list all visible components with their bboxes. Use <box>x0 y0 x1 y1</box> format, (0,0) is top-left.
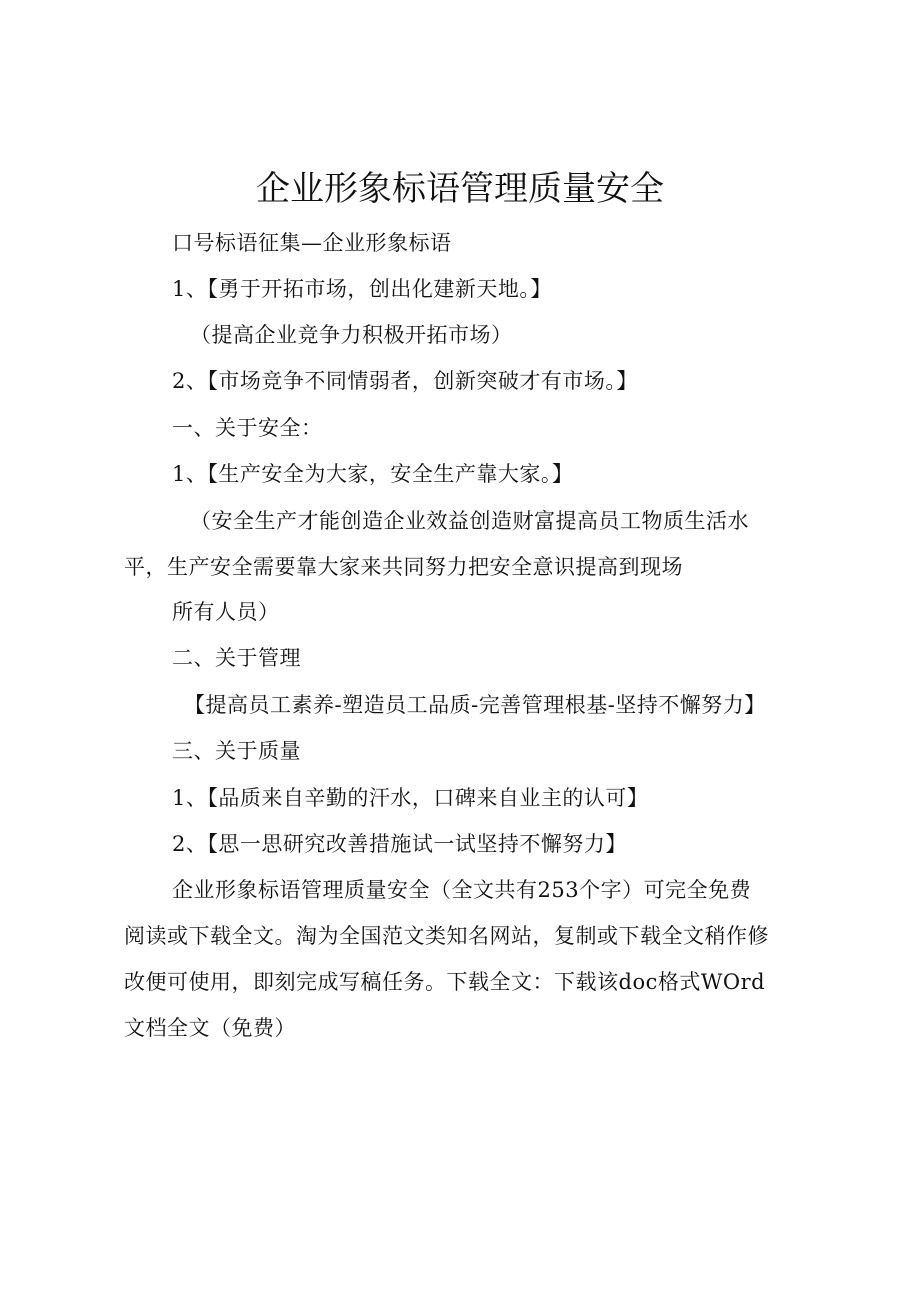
market-slogan-2: 2、【市场竞争不同情弱者，创新突破才有市场。】 <box>172 369 638 393</box>
document-title: 企业形象标语管理质量安全 <box>256 169 664 209</box>
safety-note-line-2: 平，生产安全需要靠大家来共同努力把安全意识提高到现场 <box>124 555 683 579</box>
market-slogan-1-note: （提高企业竞争力积极开拓市场） <box>190 323 513 347</box>
section-management-heading: 二、关于管理 <box>172 646 301 670</box>
section-quality-heading: 三、关于质量 <box>172 739 301 763</box>
footer-paragraph-line-2: 阅读或下载全文。淘为全国范文类知名网站，复制或下载全文稍作修 <box>124 924 769 948</box>
section-safety-heading: 一、关于安全： <box>172 416 323 440</box>
footer-paragraph-line-1: 企业形象标语管理质量安全（全文共有253个字）可完全免费 <box>172 878 752 902</box>
safety-note-line-1: （安全生产才能创造企业效益创造财富提高员工物质生活水 <box>190 509 749 533</box>
slogan-collection-heading: 口号标语征集—企业形象标语 <box>172 231 452 255</box>
footer-paragraph-line-3: 改便可使用，即刻完成写稿任务。下载全文：下载该doc格式WOrd <box>124 970 766 994</box>
quality-slogan-2: 2、【思一思研究改善措施试一试坚持不懈努力】 <box>172 832 627 856</box>
quality-slogan-1: 1、【品质来自辛勤的汗水，口碑来自业主的认可】 <box>172 786 649 810</box>
management-slogan: 【提高员工素养-塑造员工品质-完善管理根基-坚持不懈努力】 <box>184 693 766 717</box>
market-slogan-1: 1、【勇于开拓市场，创出化建新天地。】 <box>172 277 552 301</box>
footer-paragraph-line-4: 文档全文（免费） <box>124 1016 296 1040</box>
safety-note-line-3: 所有人员） <box>172 600 280 624</box>
safety-slogan-1: 1、【生产安全为大家，安全生产靠大家。】 <box>172 462 574 486</box>
